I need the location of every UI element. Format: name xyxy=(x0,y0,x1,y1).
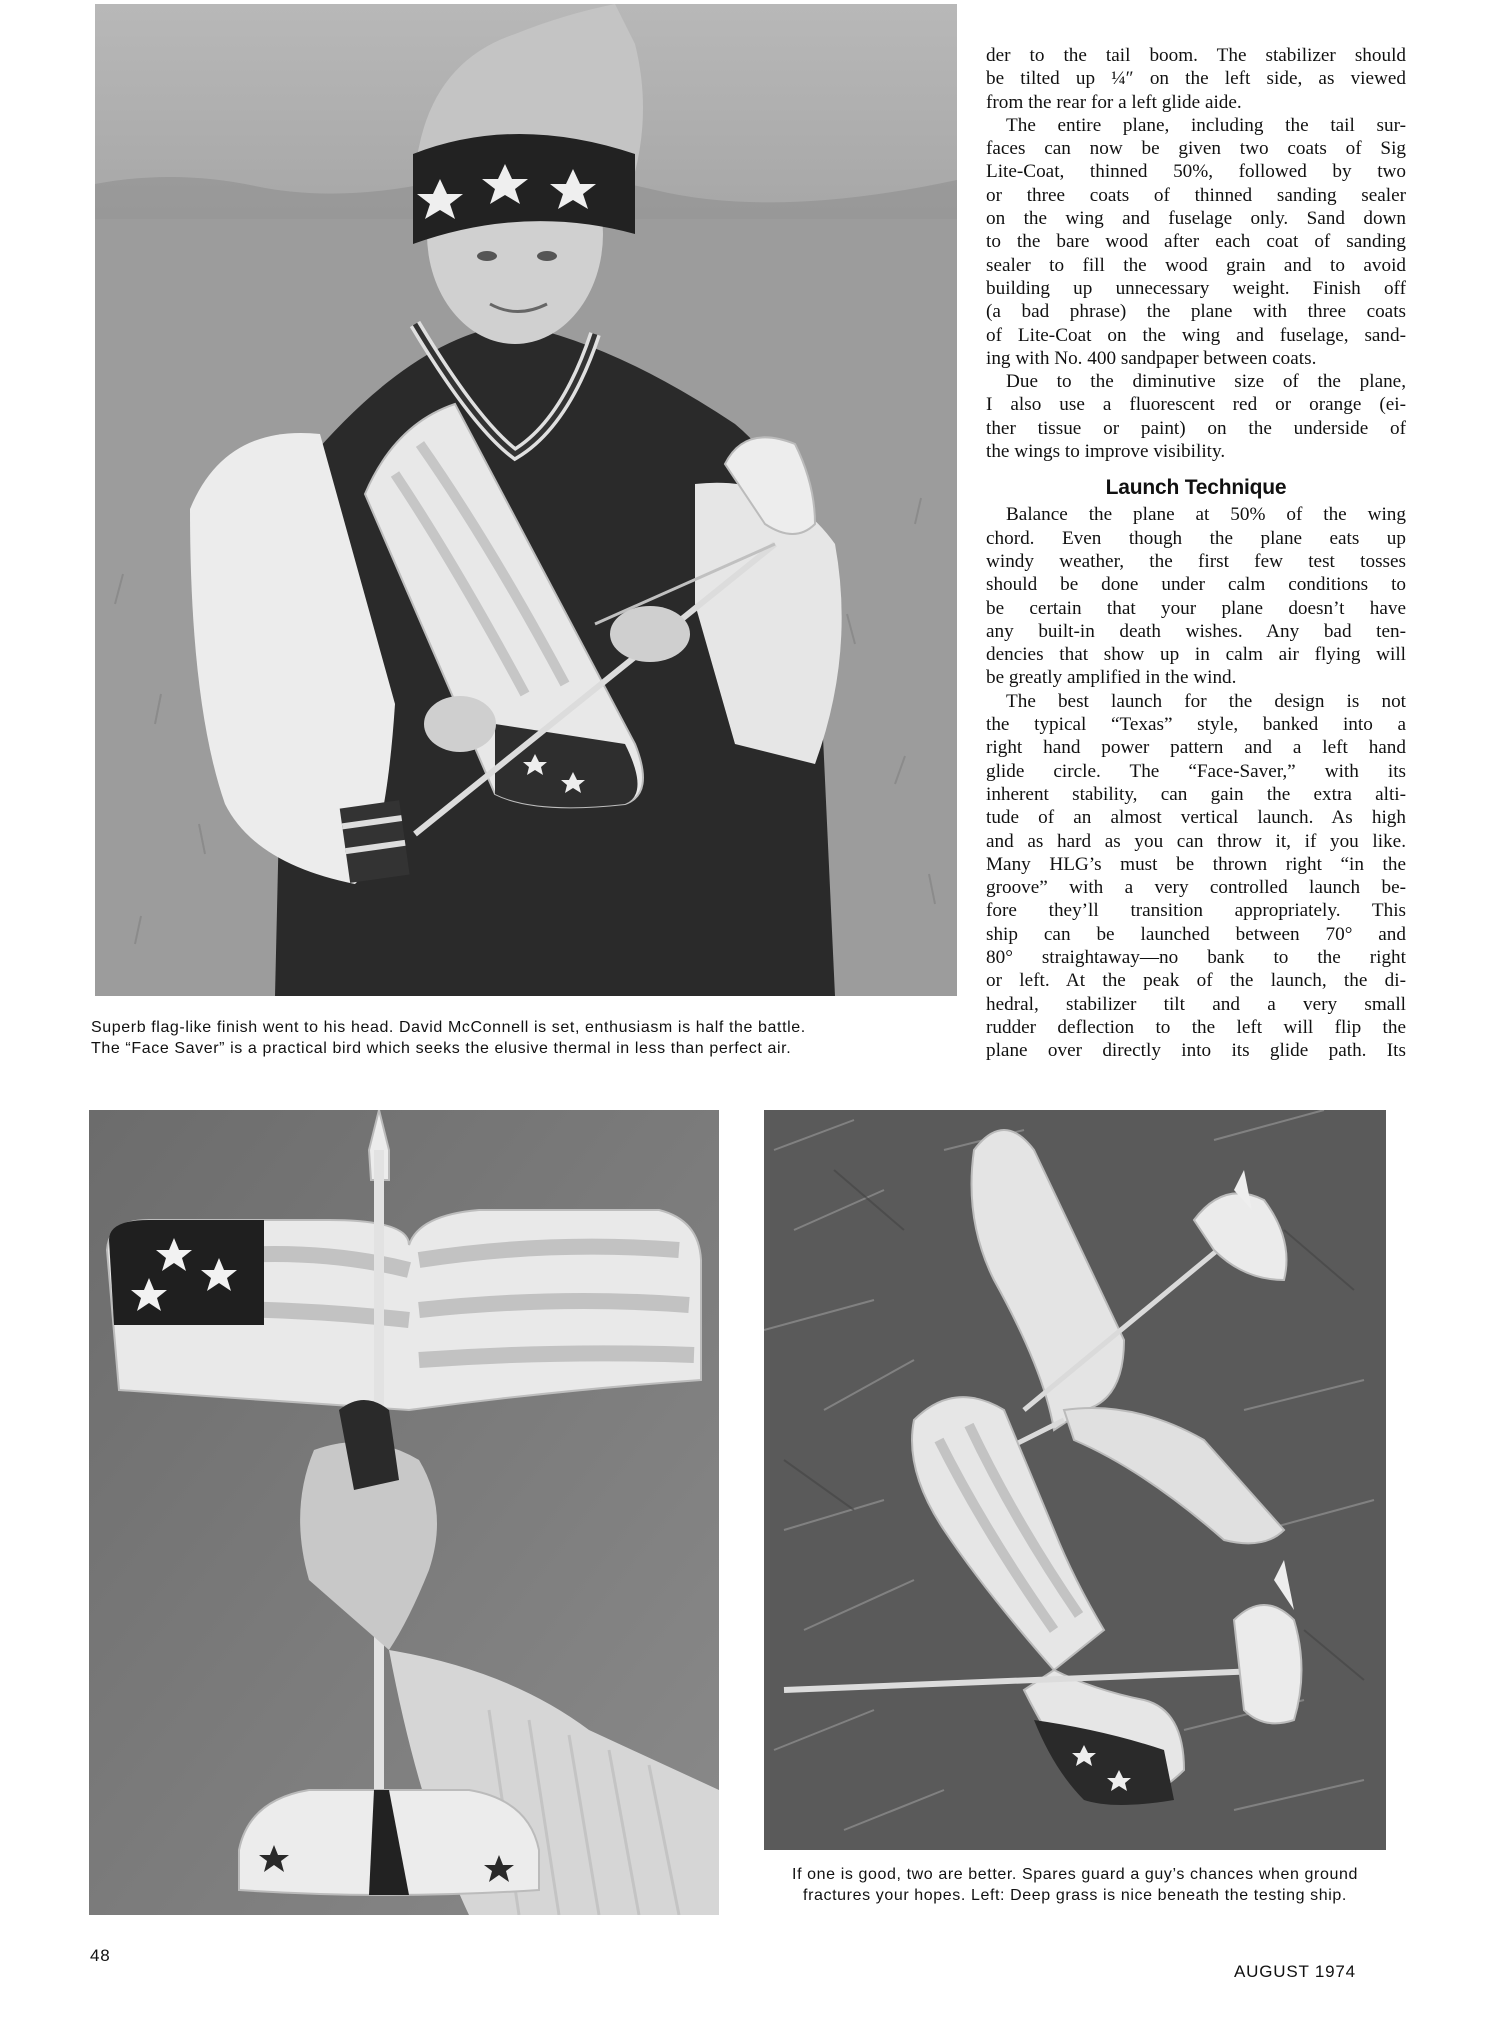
article-paragraph-1 xyxy=(986,44,1406,114)
text-line: of Lite-Coat on the wing and fuselage, sand- xyxy=(986,324,1406,346)
caption-top-photo xyxy=(91,1017,806,1059)
text-line: Due to the diminutive size of the plane, xyxy=(1006,371,1406,393)
page-number: 48 xyxy=(90,1946,111,1965)
text-line: should be done under calm conditions to xyxy=(986,574,1406,596)
text-line: be certain that your plane doesn’t have xyxy=(986,597,1406,619)
text-line: plane over directly into its glide path. Its xyxy=(986,1040,1406,1062)
text-line: The entire plane, including the tail sur- xyxy=(1006,114,1406,136)
text-line: or left. At the peak of the launch, the di- xyxy=(986,970,1406,992)
caption-top-line-2: The “Face Saver” is a practical bird which seeks the elusive thermal in less than perfect air. xyxy=(91,1040,792,1057)
text-line: faces can now be given two coats of Sig xyxy=(986,138,1406,160)
caption-top-line-1: Superb flag-like finish went to his head. David McConnell is set, enthusiasm is half the battle. xyxy=(91,1019,806,1036)
text-line: The best launch for the design is not xyxy=(1006,690,1406,712)
text-line: to the bare wood after each coat of sanding xyxy=(986,231,1406,253)
photo-gliders-on-grass-art xyxy=(764,1110,1386,1850)
article-paragraph-4 xyxy=(986,503,1406,689)
text-line: on the wing and fuselage only. Sand down xyxy=(986,208,1406,230)
text-line: glide circle. The “Face-Saver,” with its xyxy=(986,760,1406,782)
photo-hand-holding-glider-art xyxy=(89,1110,719,1915)
text-line: ship can be launched between 70° and xyxy=(986,923,1406,945)
text-line: Lite-Coat, thinned 50%, followed by two xyxy=(986,161,1406,183)
caption-bottom-line-2: fractures your hopes. Left: Deep grass is nice beneath the testing ship. xyxy=(803,1887,1347,1904)
text-line: ing with No. 400 sandpaper between coats. xyxy=(986,347,1317,369)
photo-boy-with-glider-art xyxy=(95,4,957,996)
photo-gliders-on-grass xyxy=(764,1110,1386,1850)
text-line: tude of an almost vertical launch. As high xyxy=(986,807,1406,829)
text-line: right hand power pattern and a left hand xyxy=(986,737,1406,759)
caption-bottom-line-1: If one is good, two are better. Spares guard a guy’s chances when ground xyxy=(792,1866,1358,1883)
text-line: Balance the plane at 50% of the wing xyxy=(1006,504,1406,526)
text-line: inherent stability, can gain the extra alti- xyxy=(986,783,1406,805)
article-column xyxy=(986,44,1406,1062)
caption-bottom-photos xyxy=(764,1864,1386,1906)
text-line: be greatly amplified in the wind. xyxy=(986,667,1237,689)
article-paragraph-3 xyxy=(986,370,1406,463)
text-line: or three coats of thinned sanding sealer xyxy=(986,184,1406,206)
text-line: any built-in death wishes. Any bad ten- xyxy=(986,620,1406,642)
text-line: ther tissue or paint) on the underside of xyxy=(986,417,1406,439)
text-line: from the rear for a left glide aide. xyxy=(986,91,1242,113)
text-line: dencies that show up in calm air flying will xyxy=(986,644,1406,666)
text-line: (a bad phrase) the plane with three coats xyxy=(986,301,1406,323)
issue-date: AUGUST 1974 xyxy=(1234,1962,1356,1981)
text-line: windy weather, the first few test tosses xyxy=(986,550,1406,572)
article-paragraph-5 xyxy=(986,690,1406,1063)
text-line: be tilted up ¼″ on the left side, as viewed xyxy=(986,68,1406,90)
text-line: building up unnecessary weight. Finish off xyxy=(986,277,1406,299)
text-line: the typical “Texas” style, banked into a xyxy=(986,714,1406,736)
photo-hand-holding-glider xyxy=(89,1110,719,1915)
text-line: chord. Even though the plane eats up xyxy=(986,527,1406,549)
text-line: the wings to improve visibility. xyxy=(986,441,1226,463)
text-line: hedral, stabilizer tilt and a very small xyxy=(986,993,1406,1015)
section-heading-launch-technique: Launch Technique xyxy=(1105,476,1287,500)
text-line: groove” with a very controlled launch be- xyxy=(986,877,1406,899)
text-line: sealer to fill the wood grain and to avoid xyxy=(986,254,1406,276)
text-line: I also use a fluorescent red or orange (ei- xyxy=(986,394,1406,416)
text-line: 80° straightaway—no bank to the right xyxy=(986,946,1406,968)
photo-boy-with-glider xyxy=(95,4,957,996)
text-line: fore they’ll transition appropriately. This xyxy=(986,900,1406,922)
text-line: and as hard as you can throw it, if you like. xyxy=(986,830,1406,852)
text-line: Many HLG’s must be thrown right “in the xyxy=(986,853,1406,875)
text-line: rudder deflection to the left will flip the xyxy=(986,1016,1406,1038)
article-paragraph-2 xyxy=(986,114,1406,370)
text-line: der to the tail boom. The stabilizer should xyxy=(986,45,1406,66)
